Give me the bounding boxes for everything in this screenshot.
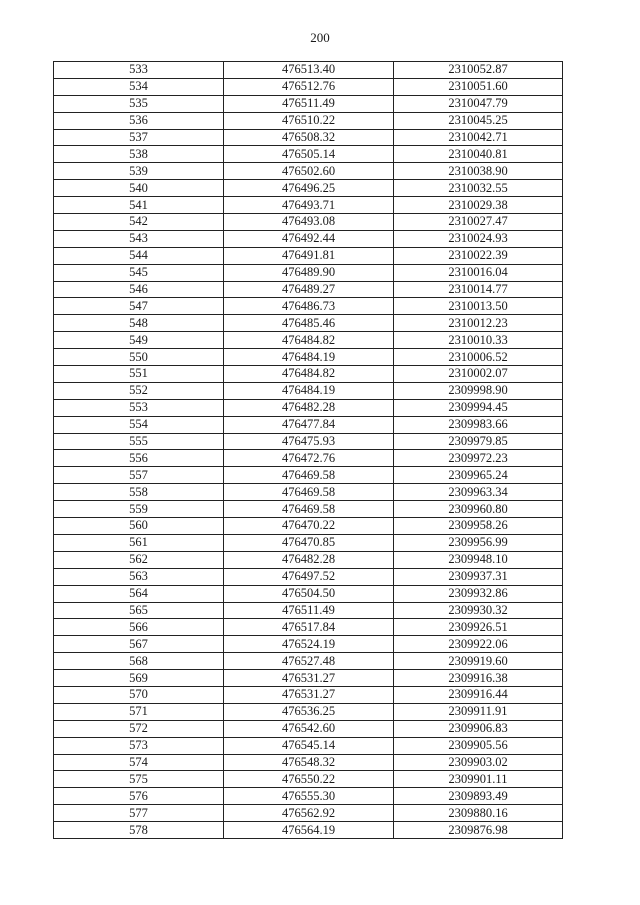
table-row <box>54 788 563 805</box>
table-row <box>54 315 563 332</box>
x-coordinate-cell: 476527.48 <box>224 653 394 670</box>
table-row <box>54 534 563 551</box>
y-coordinate-cell: 2310002.07 <box>394 366 563 383</box>
point-number-cell: 572 <box>54 720 224 737</box>
x-coordinate-cell: 476496.25 <box>224 180 394 197</box>
x-coordinate-cell: 476512.76 <box>224 78 394 95</box>
y-coordinate-cell: 2309963.34 <box>394 484 563 501</box>
x-coordinate-cell: 476469.58 <box>224 501 394 518</box>
y-coordinate-cell: 2309932.86 <box>394 585 563 602</box>
x-coordinate-cell: 476493.08 <box>224 214 394 231</box>
y-coordinate-cell: 2309958.26 <box>394 518 563 535</box>
y-coordinate-cell: 2310042.71 <box>394 129 563 146</box>
y-coordinate-cell: 2310040.81 <box>394 146 563 163</box>
x-coordinate-cell: 476531.27 <box>224 670 394 687</box>
point-number-cell: 571 <box>54 703 224 720</box>
table-row <box>54 416 563 433</box>
table-row <box>54 399 563 416</box>
table-row <box>54 602 563 619</box>
x-coordinate-cell: 476489.90 <box>224 264 394 281</box>
point-number-cell: 569 <box>54 670 224 687</box>
x-coordinate-cell: 476502.60 <box>224 163 394 180</box>
table-row <box>54 129 563 146</box>
x-coordinate-cell: 476477.84 <box>224 416 394 433</box>
point-number-cell: 560 <box>54 518 224 535</box>
point-number-cell: 541 <box>54 197 224 214</box>
table-row <box>54 450 563 467</box>
point-number-cell: 535 <box>54 95 224 112</box>
y-coordinate-cell: 2310051.60 <box>394 78 563 95</box>
point-number-cell: 568 <box>54 653 224 670</box>
y-coordinate-cell: 2309906.83 <box>394 720 563 737</box>
point-number-cell: 534 <box>54 78 224 95</box>
table-row <box>54 771 563 788</box>
y-coordinate-cell: 2309983.66 <box>394 416 563 433</box>
y-coordinate-cell: 2309960.80 <box>394 501 563 518</box>
table-row <box>54 484 563 501</box>
table-row <box>54 619 563 636</box>
point-number-cell: 558 <box>54 484 224 501</box>
point-number-cell: 548 <box>54 315 224 332</box>
x-coordinate-cell: 476493.71 <box>224 197 394 214</box>
table-row <box>54 737 563 754</box>
y-coordinate-cell: 2309876.98 <box>394 822 563 839</box>
point-number-cell: 546 <box>54 281 224 298</box>
y-coordinate-cell: 2309905.56 <box>394 737 563 754</box>
y-coordinate-cell: 2309956.99 <box>394 534 563 551</box>
y-coordinate-cell: 2310045.25 <box>394 112 563 129</box>
x-coordinate-cell: 476531.27 <box>224 686 394 703</box>
x-coordinate-cell: 476505.14 <box>224 146 394 163</box>
point-number-cell: 538 <box>54 146 224 163</box>
y-coordinate-cell: 2309880.16 <box>394 805 563 822</box>
x-coordinate-cell: 476492.44 <box>224 230 394 247</box>
point-number-cell: 576 <box>54 788 224 805</box>
table-row <box>54 366 563 383</box>
table-row <box>54 163 563 180</box>
x-coordinate-cell: 476475.93 <box>224 433 394 450</box>
x-coordinate-cell: 476484.82 <box>224 366 394 383</box>
table-row <box>54 298 563 315</box>
table-row <box>54 501 563 518</box>
point-number-cell: 565 <box>54 602 224 619</box>
x-coordinate-cell: 476510.22 <box>224 112 394 129</box>
y-coordinate-cell: 2310047.79 <box>394 95 563 112</box>
x-coordinate-cell: 476491.81 <box>224 247 394 264</box>
point-number-cell: 550 <box>54 349 224 366</box>
point-number-cell: 545 <box>54 264 224 281</box>
table-row <box>54 433 563 450</box>
point-number-cell: 553 <box>54 399 224 416</box>
point-number-cell: 562 <box>54 551 224 568</box>
table-row <box>54 95 563 112</box>
table-row <box>54 670 563 687</box>
point-number-cell: 578 <box>54 822 224 839</box>
x-coordinate-cell: 476517.84 <box>224 619 394 636</box>
x-coordinate-cell: 476472.76 <box>224 450 394 467</box>
y-coordinate-cell: 2310022.39 <box>394 247 563 264</box>
table-row <box>54 805 563 822</box>
table-row <box>54 568 563 585</box>
table-row <box>54 78 563 95</box>
y-coordinate-cell: 2309926.51 <box>394 619 563 636</box>
coordinates-table-body <box>54 62 563 839</box>
table-row <box>54 518 563 535</box>
point-number-cell: 542 <box>54 214 224 231</box>
y-coordinate-cell: 2309893.49 <box>394 788 563 805</box>
x-coordinate-cell: 476511.49 <box>224 95 394 112</box>
y-coordinate-cell: 2310014.77 <box>394 281 563 298</box>
point-number-cell: 559 <box>54 501 224 518</box>
point-number-cell: 552 <box>54 382 224 399</box>
point-number-cell: 540 <box>54 180 224 197</box>
x-coordinate-cell: 476486.73 <box>224 298 394 315</box>
x-coordinate-cell: 476545.14 <box>224 737 394 754</box>
y-coordinate-cell: 2309916.38 <box>394 670 563 687</box>
table-row <box>54 247 563 264</box>
x-coordinate-cell: 476562.92 <box>224 805 394 822</box>
y-coordinate-cell: 2309911.91 <box>394 703 563 720</box>
table-row <box>54 653 563 670</box>
y-coordinate-cell: 2309937.31 <box>394 568 563 585</box>
table-row <box>54 585 563 602</box>
point-number-cell: 537 <box>54 129 224 146</box>
x-coordinate-cell: 476536.25 <box>224 703 394 720</box>
table-row <box>54 822 563 839</box>
y-coordinate-cell: 2310016.04 <box>394 264 563 281</box>
x-coordinate-cell: 476484.19 <box>224 382 394 399</box>
point-number-cell: 573 <box>54 737 224 754</box>
x-coordinate-cell: 476482.28 <box>224 399 394 416</box>
point-number-cell: 574 <box>54 754 224 771</box>
x-coordinate-cell: 476489.27 <box>224 281 394 298</box>
table-row <box>54 349 563 366</box>
x-coordinate-cell: 476504.50 <box>224 585 394 602</box>
y-coordinate-cell: 2310027.47 <box>394 214 563 231</box>
coordinates-table <box>53 61 563 839</box>
point-number-cell: 547 <box>54 298 224 315</box>
x-coordinate-cell: 476564.19 <box>224 822 394 839</box>
page-number: 200 <box>310 30 330 45</box>
point-number-cell: 554 <box>54 416 224 433</box>
y-coordinate-cell: 2309922.06 <box>394 636 563 653</box>
y-coordinate-cell: 2310012.23 <box>394 315 563 332</box>
y-coordinate-cell: 2309903.02 <box>394 754 563 771</box>
y-coordinate-cell: 2309994.45 <box>394 399 563 416</box>
y-coordinate-cell: 2310010.33 <box>394 332 563 349</box>
y-coordinate-cell: 2309916.44 <box>394 686 563 703</box>
y-coordinate-cell: 2309998.90 <box>394 382 563 399</box>
point-number-cell: 539 <box>54 163 224 180</box>
point-number-cell: 544 <box>54 247 224 264</box>
table-row <box>54 467 563 484</box>
table-row <box>54 636 563 653</box>
y-coordinate-cell: 2309965.24 <box>394 467 563 484</box>
table-row <box>54 551 563 568</box>
table-row <box>54 180 563 197</box>
x-coordinate-cell: 476513.40 <box>224 62 394 79</box>
x-coordinate-cell: 476484.19 <box>224 349 394 366</box>
table-row <box>54 703 563 720</box>
point-number-cell: 575 <box>54 771 224 788</box>
table-row <box>54 720 563 737</box>
point-number-cell: 557 <box>54 467 224 484</box>
x-coordinate-cell: 476511.49 <box>224 602 394 619</box>
table-row <box>54 686 563 703</box>
x-coordinate-cell: 476484.82 <box>224 332 394 349</box>
x-coordinate-cell: 476524.19 <box>224 636 394 653</box>
y-coordinate-cell: 2310013.50 <box>394 298 563 315</box>
y-coordinate-cell: 2309901.11 <box>394 771 563 788</box>
table-row <box>54 264 563 281</box>
table-row <box>54 197 563 214</box>
x-coordinate-cell: 476497.52 <box>224 568 394 585</box>
y-coordinate-cell: 2309972.23 <box>394 450 563 467</box>
point-number-cell: 533 <box>54 62 224 79</box>
x-coordinate-cell: 476542.60 <box>224 720 394 737</box>
x-coordinate-cell: 476508.32 <box>224 129 394 146</box>
y-coordinate-cell: 2310038.90 <box>394 163 563 180</box>
x-coordinate-cell: 476548.32 <box>224 754 394 771</box>
x-coordinate-cell: 476470.22 <box>224 518 394 535</box>
point-number-cell: 543 <box>54 230 224 247</box>
point-number-cell: 570 <box>54 686 224 703</box>
point-number-cell: 555 <box>54 433 224 450</box>
table-row <box>54 214 563 231</box>
x-coordinate-cell: 476470.85 <box>224 534 394 551</box>
y-coordinate-cell: 2310029.38 <box>394 197 563 214</box>
y-coordinate-cell: 2309930.32 <box>394 602 563 619</box>
y-coordinate-cell: 2310024.93 <box>394 230 563 247</box>
table-row <box>54 332 563 349</box>
point-number-cell: 561 <box>54 534 224 551</box>
y-coordinate-cell: 2310032.55 <box>394 180 563 197</box>
y-coordinate-cell: 2309948.10 <box>394 551 563 568</box>
table-row <box>54 382 563 399</box>
x-coordinate-cell: 476469.58 <box>224 484 394 501</box>
x-coordinate-cell: 476550.22 <box>224 771 394 788</box>
x-coordinate-cell: 476482.28 <box>224 551 394 568</box>
y-coordinate-cell: 2309979.85 <box>394 433 563 450</box>
point-number-cell: 556 <box>54 450 224 467</box>
table-row <box>54 230 563 247</box>
y-coordinate-cell: 2310006.52 <box>394 349 563 366</box>
table-row <box>54 62 563 79</box>
point-number-cell: 577 <box>54 805 224 822</box>
point-number-cell: 549 <box>54 332 224 349</box>
table-row <box>54 754 563 771</box>
point-number-cell: 566 <box>54 619 224 636</box>
x-coordinate-cell: 476469.58 <box>224 467 394 484</box>
y-coordinate-cell: 2309919.60 <box>394 653 563 670</box>
x-coordinate-cell: 476555.30 <box>224 788 394 805</box>
y-coordinate-cell: 2310052.87 <box>394 62 563 79</box>
point-number-cell: 563 <box>54 568 224 585</box>
table-row <box>54 112 563 129</box>
table-row <box>54 146 563 163</box>
table-row <box>54 281 563 298</box>
x-coordinate-cell: 476485.46 <box>224 315 394 332</box>
point-number-cell: 551 <box>54 366 224 383</box>
point-number-cell: 567 <box>54 636 224 653</box>
point-number-cell: 564 <box>54 585 224 602</box>
point-number-cell: 536 <box>54 112 224 129</box>
